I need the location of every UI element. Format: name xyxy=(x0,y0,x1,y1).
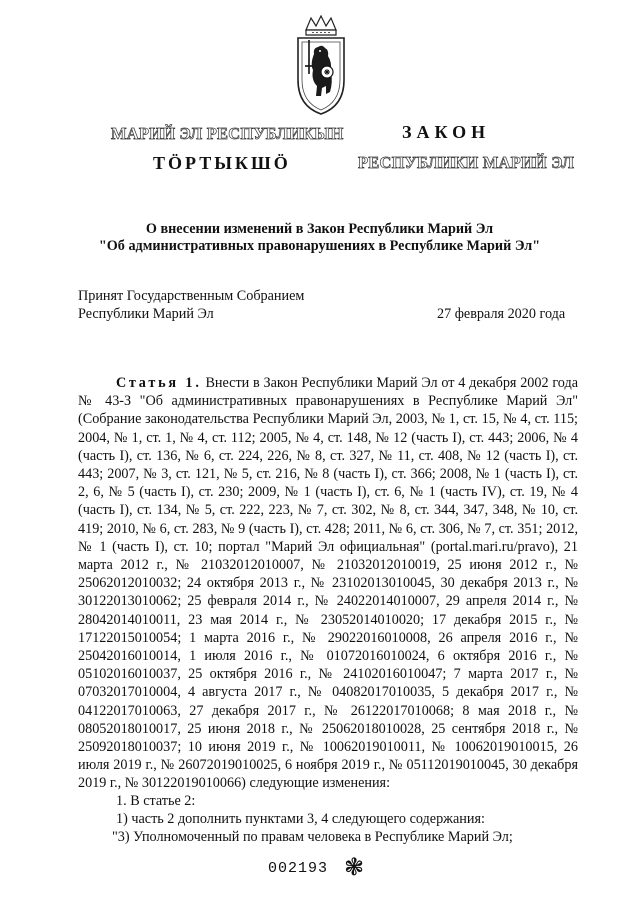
header-republic-name: РЕСПУБЛИКИ МАРИЙ ЭЛ xyxy=(358,153,575,172)
document-number: 002193 xyxy=(268,860,329,877)
header-law-label: ЗАКОН xyxy=(402,122,491,142)
list-item: "3) Уполномоченный по правам человека в Республике Марий Эл; xyxy=(112,829,513,845)
list-item: 1. В статье 2: xyxy=(116,793,196,809)
list-item: 1) часть 2 дополнить пунктами 3, 4 следующего содержания: xyxy=(116,811,485,827)
header-republic-name-mari: МАРИЙ ЭЛ РЕСПУБЛИКЫН xyxy=(111,124,344,143)
article-1-paragraph xyxy=(78,374,578,793)
document-title-line1: О внесении изменений в Закон Республики Марий Эл xyxy=(145,221,494,237)
adoption-line2: Республики Марий Эл xyxy=(78,306,214,322)
adoption-date: 27 февраля 2020 года xyxy=(437,306,566,322)
article-1-text: Внести в Закон Республики Марий Эл от 4 декабря 2002 года № 43-З "Об административных правонарушениях в Республике Марий Эл" (Собрание законодательства Республики Марий Эл, 2003, № 1, ст. 15, № 4, ст. 115; 2004, № 1, ст. 1, № 4, ст. 112; 2005, № 4, ст. 148, № 12 (часть I), ст. 443; 2006, № 4 (часть I), ст. 136, № 6, ст. 224, 226, № 8, ст. 327, № 11, ст. 408, № 12 (часть I), ст. 443; 2007, № 3, ст. 121, № 5, ст. 216, № 8 (часть I), ст. 366; 2008, № 1 (часть I), ст. 2, 6, № 5 (часть I), ст. 230; 2009, № 1 (часть I), ст. 6, № 1 (часть IV), ст. 19, № 4 (часть I), ст. 134, № 5, ст. 222, 223, № 7, ст. 302, № 8, ст. 344, 347, 348, № 10, ст. 419; 2010, № 6, ст. 283, № 9 (часть I), ст. 428; 2011, № 6, ст. 306, № 7, ст. 351; 2012, № 1 (часть I), ст. 10; портал "Марий Эл официальная" (portal.mari.ru/pravo), 21 марта 2012 г., № 21032012010007, № 21032012010019, 25 июня 2012 г., № 25062012010032; 24 октября 2013 г., № 23102013010045, 30 декабря 2013 г., № 30122013010062; 25 февраля 2014 г., № 24022014010007, 29 апреля 2014 г., № 28042014010011, 23 мая 2014 г., № 23052014010020; 17 декабря 2015 г., № 17122015010054; 1 марта 2016 г., № 29022016010008, 26 апреля 2016 г., № 25042016010014, 1 июля 2016 г., № 01072016010024, 6 октября 2016 г., № 05102016010037, 25 октября 2016 г., № 24102016010047; 7 марта 2017 г., № 07032017010004, 4 августа 2017 г., № 04082017010035, 5 декабря 2017 г., № 04122017010063, 27 декабря 2017 г., № 26122017010068; 8 мая 2018 г., № 08052018010017, 25 июня 2018 г., № 25062018010028, 25 сентября 2018 г., № 25092018010037; 10 июня 2019 г., № 10062019010011, № 10062019010015, 26 июля 2019 г., № 26072019010025, 6 ноября 2019 г., № 05112019010045, 30 декабря 2019 г., № 30122019010066) следующие изменения: xyxy=(78,375,579,792)
adoption-line1: Принят Государственным Собранием xyxy=(78,288,305,304)
footer-mark-icon: ❃ xyxy=(344,853,365,881)
mari-el-coat-of-arms-icon xyxy=(294,14,348,118)
header-law-label-mari: ТӦРТЫКШӦ xyxy=(153,153,291,173)
document-title-line2: "Об административных правонарушениях в Республике Марий Эл" xyxy=(98,238,541,254)
article-1-label: Статья 1. xyxy=(116,375,202,391)
